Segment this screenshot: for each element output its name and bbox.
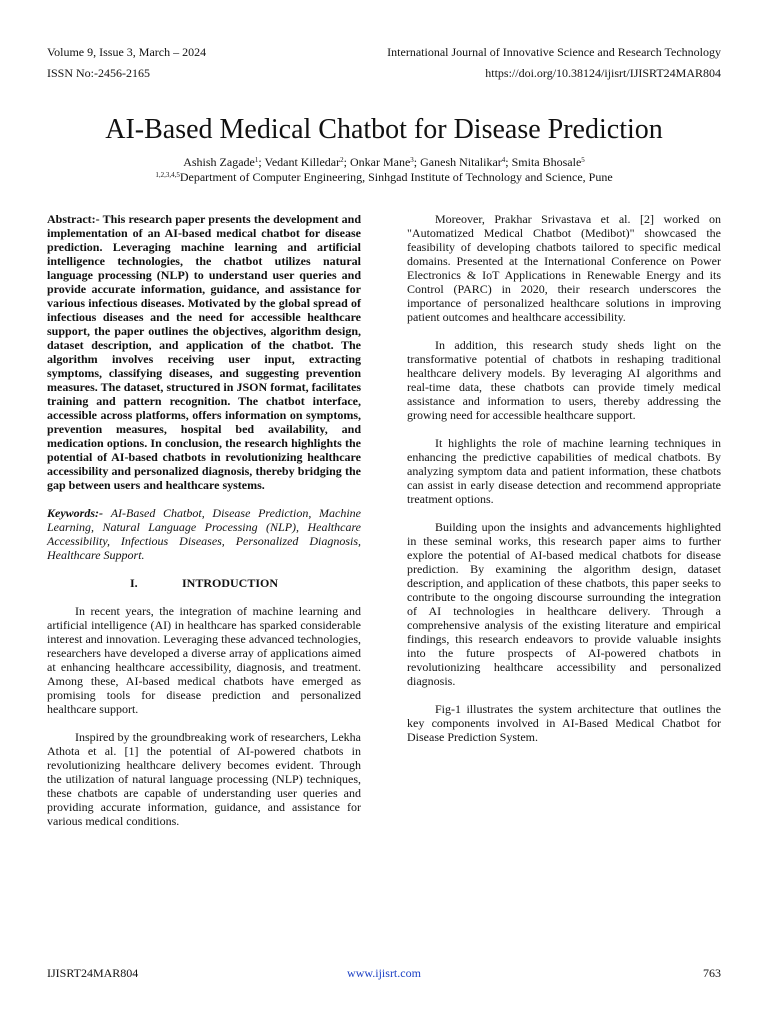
- right-column: [407, 212, 721, 758]
- author-separator: ;: [413, 155, 421, 169]
- author-name: Ashish Zagade: [183, 155, 255, 169]
- author-separator: ;: [343, 155, 350, 169]
- body-paragraph: Inspired by the groundbreaking work of researchers, Lekha Athota et al. [1] the potential of AI-powered chatbots in revolutionizing healthcare delivery becomes evident. Through the utilization of natural language processing (NLP) techniques, these chatbots are capable of understanding user queries and providing accurate information, guidance, and assistance for various medical conditions.: [47, 730, 361, 828]
- body-paragraph: In recent years, the integration of machine learning and artificial intelligence (AI) in healthcare has sparked considerable interest and innovation. Leveraging these advanced technologies, researchers have developed a diverse array of applications aimed at enhancing healthcare accessibility, diagnosis, and treatment. Among these, AI-based medical chatbots have emerged as promising tools for disease prediction and personalized healthcare support.: [47, 604, 361, 716]
- body-paragraph: In addition, this research study sheds light on the transformative potential of chatbots in reshaping traditional healthcare delivery models. By leveraging AI algorithms and real-time data, these chatbots can provide timely medical assistance and information to users, thereby addressing the growing need for accessible healthcare support.: [407, 338, 721, 422]
- footer-page-number: 763: [703, 966, 721, 980]
- author-separator: ;: [258, 155, 265, 169]
- author-list: [0, 155, 768, 169]
- footer-website-link[interactable]: www.ijisrt.com: [347, 966, 421, 980]
- author-affiliation-mark: 1: [254, 156, 259, 164]
- author-affiliation-mark: 2: [340, 156, 344, 164]
- section-heading-introduction: [47, 576, 361, 590]
- author-affiliation-mark: 5: [581, 156, 585, 164]
- abstract-label: Abstract:-: [47, 212, 103, 226]
- header-doi-link[interactable]: https://doi.org/10.38124/ijisrt/IJISRT24MAR804: [485, 66, 721, 80]
- header-journal-name: International Journal of Innovative Science and Research Technology: [387, 45, 721, 59]
- keywords-label: Keywords:-: [47, 506, 111, 520]
- footer-paper-id: IJISRT24MAR804: [47, 966, 139, 980]
- left-column: [47, 212, 361, 842]
- header-volume: Volume 9, Issue 3, March – 2024: [47, 45, 207, 59]
- author-name: Vedant Killedar: [264, 155, 341, 169]
- affiliation-marks: 1,2,3,4,5: [155, 171, 180, 179]
- author-affiliation-mark: 4: [501, 156, 506, 164]
- keywords: [47, 506, 361, 562]
- header-issn: ISSN No:-2456-2165: [47, 66, 151, 80]
- author-affiliation: [0, 170, 768, 184]
- section-number: I.: [129, 576, 138, 590]
- author-separator: ;: [505, 155, 512, 169]
- author-affiliation-mark: 3: [410, 156, 414, 164]
- abstract-text: This research paper presents the development and implementation of an AI-based medical chatbot for disease prediction. Leveraging machine learning and artificial intelligence technologies, the chatbot utilizes natural language processing (NLP) to understand user queries and provide accurate information, guidance, and assistance for various infectious diseases. Motivated by the global spread of infectious diseases and the need for accessible healthcare support, the paper outlines the objectives, algorithm design, dataset description, and application of the chatbot. The algorithm involves receiving user input, extracting symptoms, classifying diseases, and suggesting prevention measures. The dataset, structured in JSON format, facilitates training and pattern recognition. The chatbot interface, accessible across platforms, offers information on symptoms, prevention measures, hospital bed availability, and medication options. In conclusion, the research highlights the potential of AI-based chatbots in revolutionizing healthcare accessibility and personalized diagnosis, thereby bridging the gap between users and healthcare systems.: [47, 212, 361, 492]
- affiliation-text: Department of Computer Engineering, Sinhgad Institute of Technology and Science, Pune: [179, 170, 613, 184]
- section-title: INTRODUCTION: [181, 576, 278, 590]
- body-paragraph: Fig-1 illustrates the system architecture that outlines the key components involved in AI-Based Medical Chatbot for Disease Prediction System.: [407, 702, 721, 744]
- keywords-text: AI-Based Chatbot, Disease Prediction, Machine Learning, Natural Language Processing (NLP), Healthcare Accessibility, Infectious Diseases, Personalized Diagnosis, Healthcare Support.: [47, 506, 361, 562]
- author-name: Ganesh Nitalikar: [420, 155, 502, 169]
- body-paragraph: It highlights the role of machine learning techniques in enhancing the predictive capabilities of medical chatbots. By analyzing symptom data and patient information, these chatbots can assist in early disease detection and recommend appropriate treatment options.: [407, 436, 721, 506]
- body-paragraph: Building upon the insights and advancements highlighted in these seminal works, this research paper aims to further explore the potential of AI-based medical chatbots for disease prediction. By examining the algorithm design, dataset description, and application of these chatbots, this paper seeks to contribute to the ongoing discourse surrounding the integration of AI technologies in healthcare delivery. Through a comprehensive analysis of the existing literature and empirical findings, this research endeavors to provide valuable insights into the future prospects of AI-powered chatbots in revolutionizing healthcare accessibility and personalized diagnosis.: [407, 520, 721, 688]
- abstract: [47, 212, 361, 492]
- paper-title: AI-Based Medical Chatbot for Disease Prediction: [105, 113, 663, 145]
- author-name: Smita Bhosale: [511, 155, 582, 169]
- body-paragraph: Moreover, Prakhar Srivastava et al. [2] worked on "Automatized Medical Chatbot (Medibot)" showcased the feasibility of developing chatbots tailored to specific medical domains. Presented at the International Conference on Power Electronics & IoT Applications in Renewable Energy and its Control (PARC) in 2020, their research underscores the importance of personalized healthcare solutions in improving patient outcomes and healthcare accessibility.: [407, 212, 721, 324]
- author-name: Onkar Mane: [349, 155, 411, 169]
